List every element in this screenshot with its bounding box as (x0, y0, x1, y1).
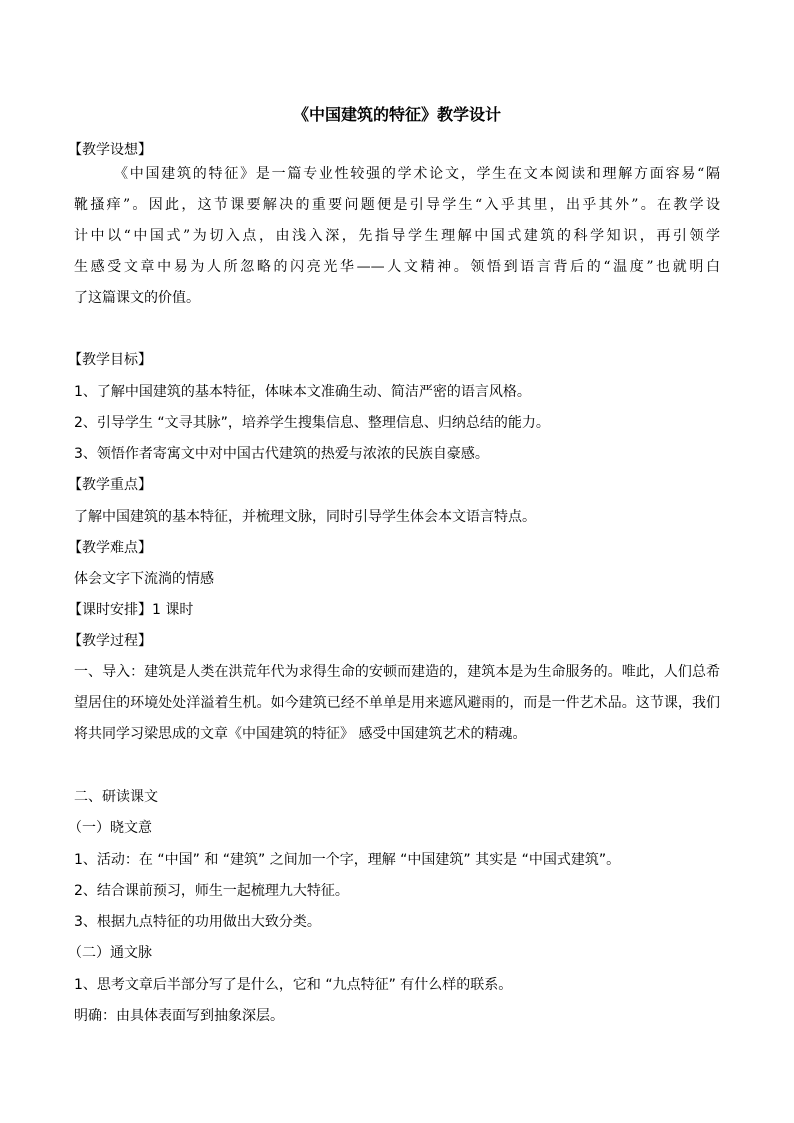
list-item: 2、引导学生 “文寻其脉”，培养学生搜集信息、整理信息、归纳总结的能力。 (74, 415, 550, 431)
paragraph-line: 《中国建筑的特征》是一篇专业性较强的学术论文，学生在文本阅读和理解方面容易“隔 (114, 166, 720, 182)
subsection-heading: （一）晓文意 (68, 820, 152, 836)
paragraph-line: 将共同学习梁思成的文章《中国建筑的特征》 感受中国建筑艺术的精魂。 (74, 726, 527, 742)
document-title: 《中国建筑的特征》教学设计 (292, 105, 501, 124)
list-item: 明确：由具体表面写到抽象深层。 (74, 1008, 284, 1024)
paragraph-line: 靴搔痒”。因此，这节课要解决的重要问题便是引导学生“入乎其里，出乎其外”。在教学设 (74, 197, 720, 213)
list-item: 1、思考文章后半部分写了是什么，它和 “九点特征” 有什么样的联系。 (74, 977, 513, 993)
section-heading-key-points: 【教学重点】 (68, 477, 152, 493)
list-item: 3、根据九点特征的功用做出大致分类。 (74, 914, 321, 930)
paragraph-line: 望居住的环境处处洋溢着生机。如今建筑已经不单单是用来遮风避雨的，而是一件艺术品。这节课，我们 (74, 695, 720, 711)
paragraph-line: 一、导入：建筑是人类在洪荒年代为求得生命的安顿而建造的，建筑本是为生命服务的。唯此，人们总希 (74, 664, 720, 680)
section-heading-design-idea: 【教学设想】 (68, 142, 152, 158)
section-heading-process: 【教学过程】 (68, 633, 152, 649)
paragraph-line: 计中以“中国式”为切入点，由浅入深，先指导学生理解中国式建筑的科学知识，再引领学 (74, 228, 720, 244)
paragraph-line: 了这篇课文的价值。 (74, 290, 200, 306)
schedule-text: 【课时安排】1 课时 (68, 602, 194, 618)
subsection-heading: （二）通文脉 (68, 945, 152, 961)
list-item: 3、领悟作者寄寓文中对中国古代建筑的热爱与浓浓的民族自豪感。 (74, 446, 489, 462)
part-heading: 二、研读课文 (74, 789, 158, 805)
list-item: 2、结合课前预习，师生一起梳理九大特征。 (74, 883, 349, 899)
section-heading-goals: 【教学目标】 (68, 352, 152, 368)
section-heading-difficulty: 【教学难点】 (68, 540, 152, 556)
list-item: 1、了解中国建筑的基本特征，体味本文准确生动、简洁严密的语言风格。 (74, 384, 531, 400)
paragraph-line: 生感受文章中易为人所忽略的闪亮光华——人文精神。领悟到语言背后的“温度”也就明白 (74, 259, 720, 275)
list-item: 1、活动：在 “中国” 和 “建筑” 之间加一个字，理解 “中国建筑” 其实是 “中国式建筑”。 (74, 852, 621, 868)
key-points-text: 了解中国建筑的基本特征，并梳理文脉，同时引导学生体会本文语言特点。 (74, 509, 536, 525)
difficulty-text: 体会文字下流淌的情感 (74, 571, 214, 587)
